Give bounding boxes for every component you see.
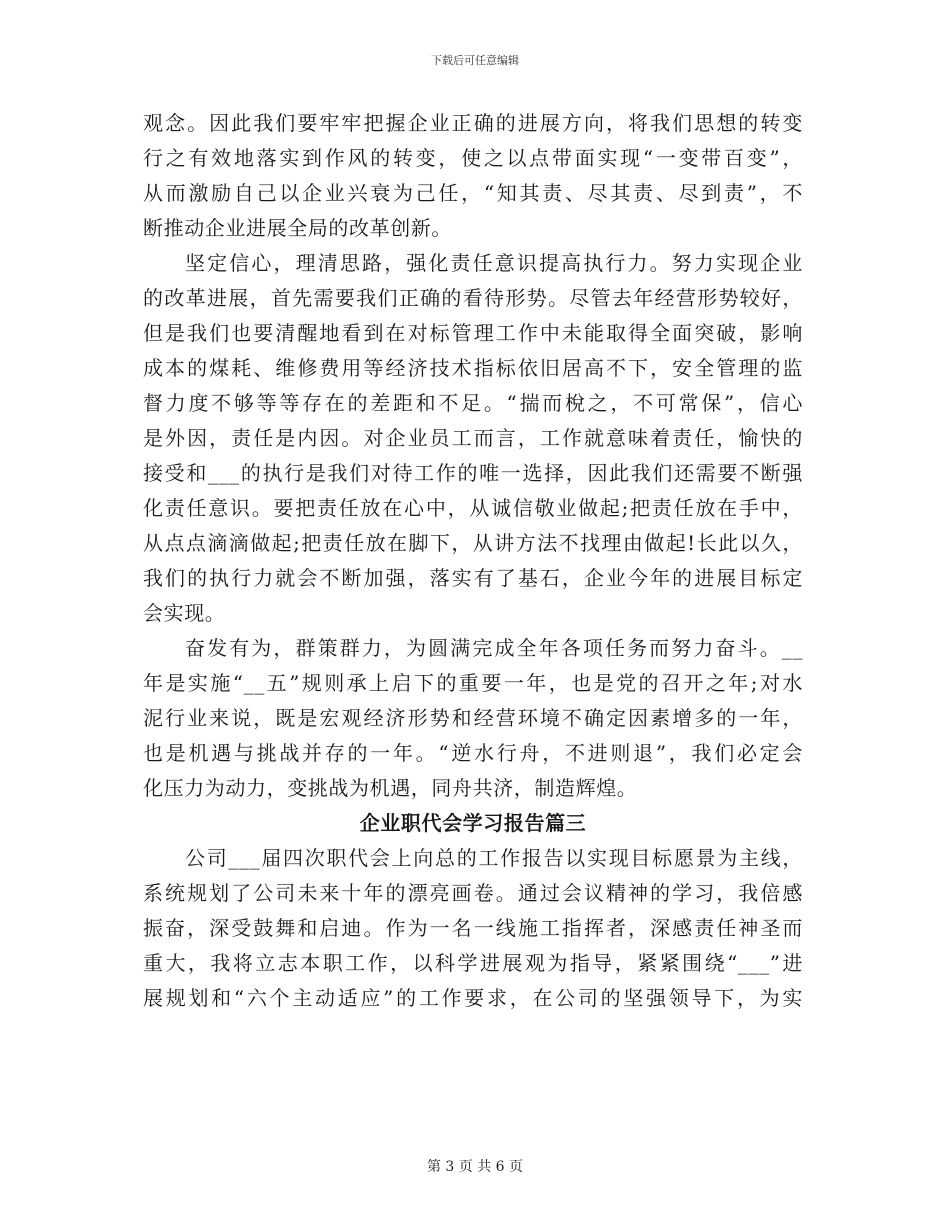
text-line: 的改革进展，首先需要我们正确的看待形势。尽管去年经营形势较好，: [143, 286, 803, 310]
text-line: 我们的执行力就会不断加强，落实有了基石，企业今年的进展目标定: [143, 566, 803, 590]
text-line: 坚定信心，理清思路，强化责任意识提高执行力。努力实现企业: [185, 251, 803, 275]
paragraph-2: [143, 246, 803, 631]
text-line: 重大，我将立志本职工作，以科学进展观为指导，紧紧围绕“___”进: [143, 951, 803, 975]
text-line: 行之有效地落实到作风的转变，使之以点带面实现“一变带百变”，: [143, 146, 803, 170]
paragraph-4: [143, 841, 803, 1016]
text-line: 但是我们也要清醒地看到在对标管理工作中未能取得全面突破，影响: [143, 321, 803, 345]
text-line: 展规划和“六个主动适应”的工作要求，在公司的坚强领导下，为实: [143, 986, 803, 1010]
text-line: 督力度不够等等存在的差距和不足。“揣而梲之，不可常保”，信心: [143, 391, 803, 415]
text-line: 奋发有为，群策群力，为圆满完成全年各项任务而努力奋斗。__: [185, 636, 803, 660]
text-line: 系统规划了公司未来十年的漂亮画卷。通过会议精神的学习，我倍感: [143, 881, 803, 905]
text-line: 断推动企业进展全局的改革创新。: [143, 216, 452, 240]
text-line: 观念。因此我们要牢牢把握企业正确的进展方向，将我们思想的转变: [143, 111, 803, 135]
page-header: 下载后可任意编辑: [431, 54, 519, 67]
text-line: 公司___届四次职代会上向总的工作报告以实现目标愿景为主线，: [185, 846, 803, 870]
text-line: 也是机遇与挑战并存的一年。“逆水行舟，不进则退”，我们必定会: [143, 741, 803, 765]
text-line: 从点点滴滴做起;把责任放在脚下，从讲方法不找理由做起!长此以久，: [143, 531, 803, 555]
text-line: 泥行业来说，既是宏观经济形势和经营环境不确定因素增多的一年，: [143, 706, 803, 730]
text-line: 振奋，深受鼓舞和启迪。作为一名一线施工指挥者，深感责任神圣而: [143, 916, 803, 940]
text-line: 化责任意识。要把责任放在心中，从诚信敬业做起;把责任放在手中，: [143, 496, 803, 520]
text-line: 年是实施“__五”规则承上启下的重要一年，也是党的召开之年;对水: [143, 671, 803, 695]
text-line: 成本的煤耗、维修费用等经济技术指标依旧居高不下，安全管理的监: [143, 356, 803, 380]
paragraph-1: [143, 106, 803, 246]
text-line: 会实现。: [143, 601, 226, 625]
text-line: 从而激励自己以企业兴衰为己任，“知其责、尽其责、尽到责”，不: [143, 181, 803, 205]
paragraph-3: [143, 631, 803, 806]
page-footer: 第 3 页 共 6 页: [426, 1159, 524, 1175]
text-line: 接受和___的执行是我们对待工作的唯一选择，因此我们还需要不断强: [143, 461, 803, 485]
document-body: [143, 106, 803, 1016]
section-title: 企业职代会学习报告篇三: [359, 811, 587, 835]
text-line: 化压力为动力，变挑战为机遇，同舟共济，制造辉煌。: [143, 776, 638, 800]
text-line: 是外因，责任是内因。对企业员工而言，工作就意味着责任，愉快的: [143, 426, 803, 450]
